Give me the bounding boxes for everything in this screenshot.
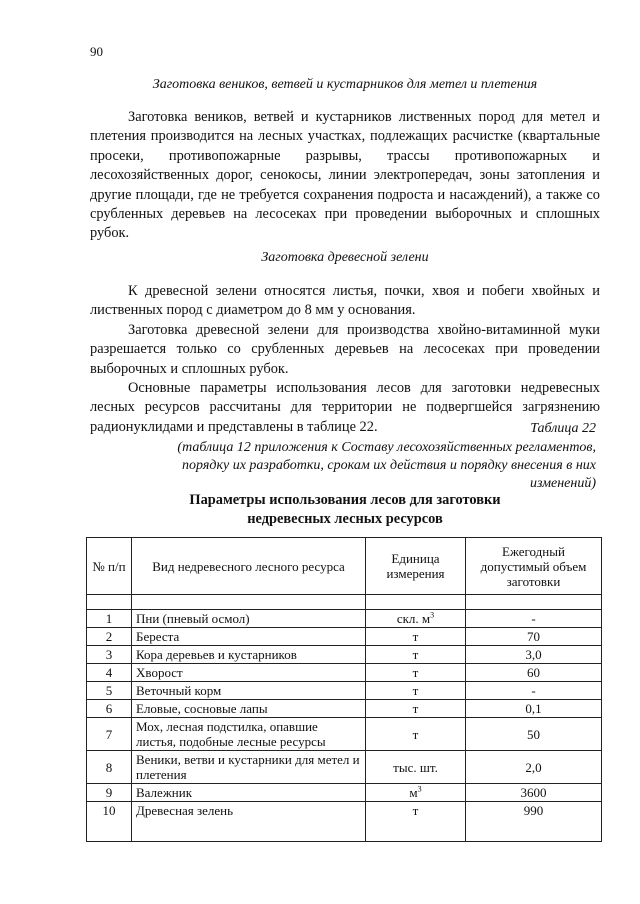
unit-text: тыс. шт.	[393, 759, 438, 775]
paragraph-greenery-harvest: Заготовка древесной зелени для производства хвойно-витаминной муки разрешается только со срубленных деревьев на лесосеках при проведении выборочных и сплошных рубок.	[90, 322, 600, 377]
row-resource-cell: Древесная зелень	[132, 802, 366, 842]
table-row	[87, 718, 602, 751]
row-unit-cell	[366, 646, 466, 664]
paragraph-parameters-intro: Основные параметры использования лесов для заготовки недревесных лесных ресурсов рассчитаны для территории не подвергшейся загрязнению радионуклидами и представлены в таблице 22.	[90, 380, 600, 435]
header-num: № п/п	[87, 538, 132, 595]
row-volume-cell: 3600	[466, 784, 602, 802]
table-row	[87, 646, 602, 664]
page-number: 90	[90, 44, 103, 59]
row-unit-cell	[366, 682, 466, 700]
row-unit-cell	[366, 628, 466, 646]
row-num-cell: 10	[87, 802, 132, 842]
row-resource-cell: Веточный корм	[132, 682, 366, 700]
row-unit-cell	[366, 718, 466, 751]
table-header-row	[87, 538, 602, 595]
row-num-cell: 6	[87, 700, 132, 718]
table-spacer-row	[87, 595, 602, 610]
row-resource-cell: Кора деревьев и кустарников	[132, 646, 366, 664]
row-volume-cell: -	[466, 610, 602, 628]
row-num-cell: 5	[87, 682, 132, 700]
row-resource-cell: Еловые, сосновые лапы	[132, 700, 366, 718]
row-num-cell: 4	[87, 664, 132, 682]
row-num-cell: 3	[87, 646, 132, 664]
table-reference: (таблица 12 приложения к Составу лесохозяйственных регламентов, порядку их разработки, срокам их действия и порядку внесения в них изменений)	[177, 440, 596, 491]
row-volume-cell: 3,0	[466, 646, 602, 664]
unit-superscript: 3	[417, 784, 422, 794]
table-row	[87, 664, 602, 682]
table-title-line2: недревесных лесных ресурсов	[247, 511, 443, 527]
row-volume-cell: 0,1	[466, 700, 602, 718]
row-resource-cell: Пни (пневый осмол)	[132, 610, 366, 628]
table-row	[87, 802, 602, 842]
row-unit-cell	[366, 802, 466, 842]
table-title	[90, 491, 600, 529]
row-unit-cell	[366, 700, 466, 718]
row-resource-cell: Веники, ветви и кустарники для метел и плетения	[132, 751, 366, 784]
unit-text: м	[409, 785, 418, 800]
row-resource-cell: Хворост	[132, 664, 366, 682]
parameters-table	[86, 537, 602, 842]
unit-text: т	[412, 701, 419, 716]
unit-text: т	[412, 726, 419, 742]
unit-text: скл. м	[396, 611, 431, 626]
row-volume-cell: -	[466, 682, 602, 700]
header-unit: Единица измерения	[366, 538, 466, 595]
table-row	[87, 682, 602, 700]
row-volume-cell: 990	[466, 802, 602, 842]
unit-text: т	[412, 803, 419, 818]
table-row	[87, 610, 602, 628]
row-unit-cell	[366, 610, 466, 628]
unit-text: т	[412, 665, 419, 680]
row-unit-cell	[366, 784, 466, 802]
row-num-cell: 9	[87, 784, 132, 802]
section-heading-greenery: Заготовка древесной зелени	[261, 250, 429, 265]
row-resource-cell: Береста	[132, 628, 366, 646]
row-unit-cell	[366, 751, 466, 784]
row-volume-cell: 50	[466, 718, 602, 751]
row-volume-cell: 2,0	[466, 751, 602, 784]
table-row	[87, 751, 602, 784]
table-row	[87, 784, 602, 802]
table-title-line1: Параметры использования лесов для заготовки	[189, 492, 501, 508]
header-resource: Вид недревесного лесного ресурса	[132, 538, 366, 595]
unit-text: т	[412, 647, 419, 662]
paragraph-greenery-definition: К древесной зелени относятся листья, почки, хвоя и побеги хвойных и лиственных пород с диаметром до 8 мм у основания.	[90, 283, 600, 319]
section-heading-brooms: Заготовка веников, ветвей и кустарников для метел и плетения	[152, 77, 538, 92]
row-volume-cell: 60	[466, 664, 602, 682]
row-unit-cell	[366, 664, 466, 682]
row-num-cell: 7	[87, 718, 132, 751]
row-num-cell: 1	[87, 610, 132, 628]
table-row	[87, 628, 602, 646]
unit-text: т	[412, 629, 419, 644]
row-resource-cell: Мох, лесная подстилка, опавшие листья, подобные лесные ресурсы	[132, 718, 366, 751]
unit-superscript: 3	[430, 610, 435, 620]
row-resource-cell: Валежник	[132, 784, 366, 802]
row-volume-cell: 70	[466, 628, 602, 646]
table-row	[87, 700, 602, 718]
table-label: Таблица 22	[530, 421, 596, 436]
header-volume: Ежегодный допустимый объем заготовки	[466, 538, 602, 595]
row-num-cell: 8	[87, 751, 132, 784]
row-num-cell: 2	[87, 628, 132, 646]
unit-text: т	[412, 683, 419, 698]
paragraph-brooms: Заготовка веников, ветвей и кустарников лиственных пород для метел и плетения производится на лесных участках, подлежащих расчистке (квартальные просеки, противопожарные разрывы, трассы противопожарных и лесохозяйственных дорог, сенокосы, линии электропередач, зоны затопления и другие площади, где не требуется сохранения подроста и насаждений), а также со срубленных деревьев на лесосеках при проведении выборочных и сплошных рубок.	[90, 109, 600, 242]
